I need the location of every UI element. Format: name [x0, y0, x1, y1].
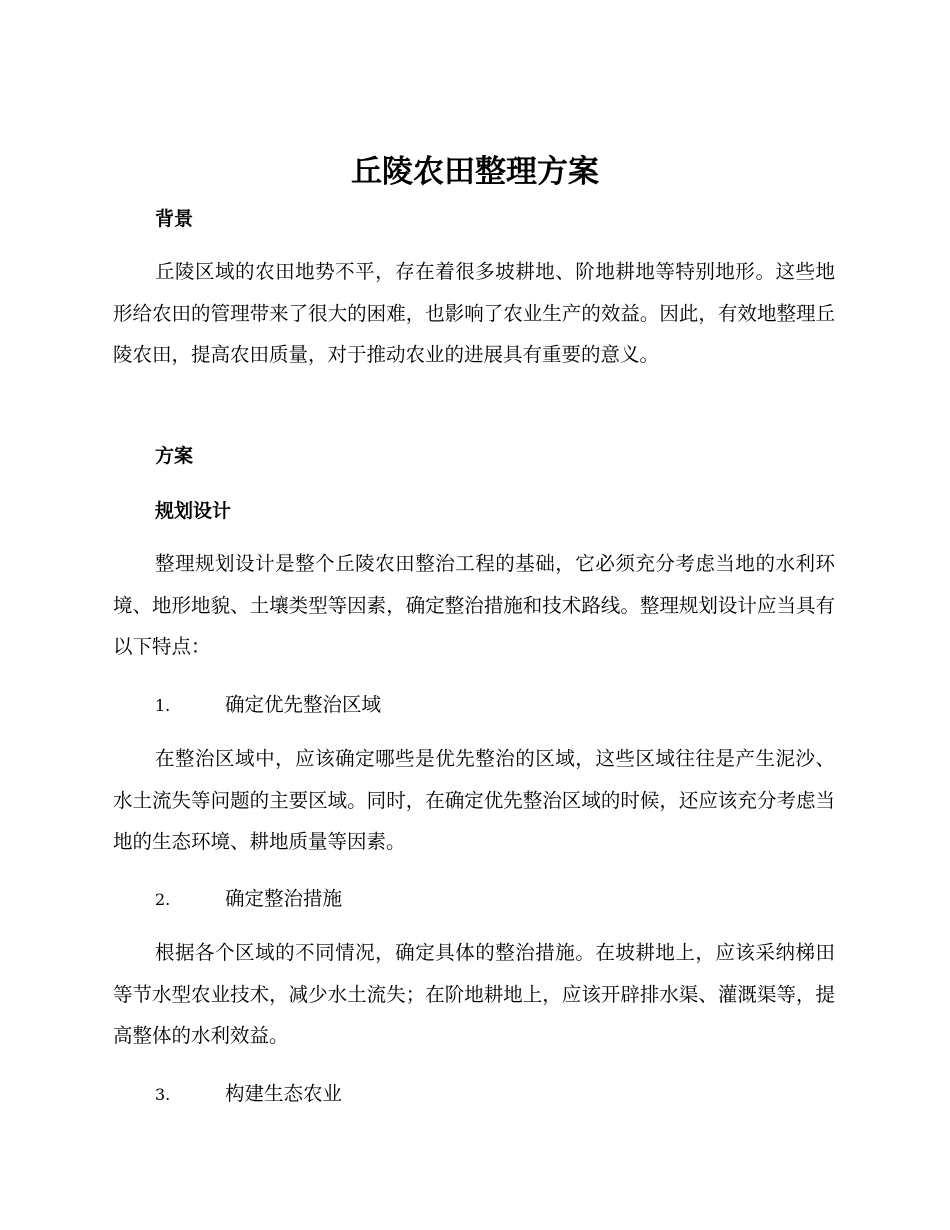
paragraph-background: 丘陵区域的农田地势不平，存在着很多坡耕地、阶地耕地等特别地形。这些地形给农田的管理带来了很大的困难，也影响了农业生产的效益。因此，有效地整理丘陵农田，提高农田质量，对于推动农业的进展具有重要的意义。: [113, 260, 835, 366]
list-item-2: [155, 885, 835, 914]
paragraph-item-2: 根据各个区域的不同情况，确定具体的整治措施。在坡耕地上，应该采纳梯田等节水型农业技术，减少水土流失；在阶地耕地上，应该开辟排水渠、灌溉渠等，提高整体的水利效益。: [113, 941, 835, 1047]
list-item-title: 构建生态农业: [225, 1082, 343, 1105]
document-title: 丘陵农田整理方案: [351, 154, 599, 190]
list-number: 3.: [155, 1085, 171, 1104]
section-heading-design: 规划设计: [155, 500, 232, 522]
list-number: 1.: [155, 696, 171, 715]
list-number: 2.: [155, 890, 171, 909]
paragraph-item-1: 在整治区域中，应该确定哪些是优先整治的区域，这些区域往往是产生泥沙、水土流失等问题的主要区域。同时，在确定优先整治区域的时候，还应该充分考虑当地的生态环境、耕地质量等因素。: [113, 747, 835, 853]
list-item-title: 确定整治措施: [225, 887, 343, 910]
section-heading-plan: 方案: [155, 445, 194, 467]
paragraph-design: 整理规划设计是整个丘陵农田整治工程的基础，它必须充分考虑当地的水利环境、地形地貌、土壤类型等因素，确定整治措施和技术路线。整理规划设计应当具有以下特点：: [113, 552, 835, 658]
list-item-1: [155, 691, 835, 720]
section-heading-background: 背景: [155, 208, 194, 230]
list-item-title: 确定优先整治区域: [225, 693, 382, 716]
list-item-3: [155, 1080, 835, 1109]
